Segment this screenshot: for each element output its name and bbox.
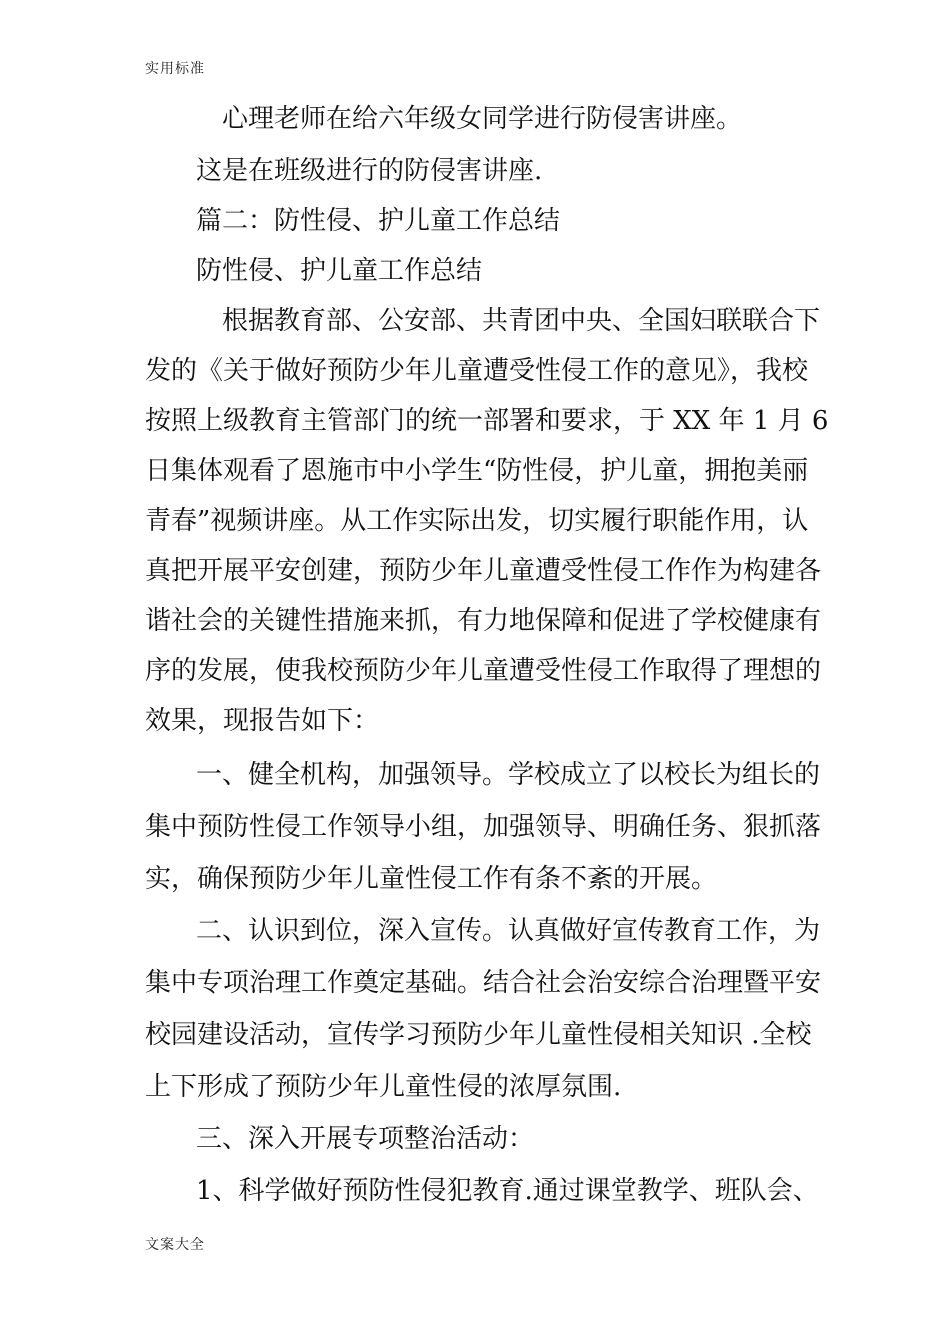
paragraph-line: 效果，现报告如下： [145, 706, 380, 736]
paragraph-line: 1、科学做好预防性侵犯教育.通过课堂教学、班队会、 [196, 1176, 819, 1206]
paragraph-line: 集中预防性侵工作领导小组，加强领导、明确任务、狠抓落 [145, 812, 822, 842]
paragraph-line: 根据教育部、公安部、共青团中央、全国妇联联合下 [222, 306, 821, 336]
paragraph-line: 二、认识到位，深入宣传。认真做好宣传教育工作，为 [196, 916, 821, 946]
paragraph-line: 校园建设活动，宣传学习预防少年儿童性侵相关知识 .全校 [145, 1020, 812, 1050]
section-heading: 三、深入开展专项整治活动： [196, 1124, 535, 1154]
paragraph-line: 发的《关于做好预防少年儿童遭受性侵工作的意见》，我校 [145, 356, 809, 386]
paragraph-line: 这是在班级进行的防侵害讲座. [196, 156, 543, 186]
section-heading: 篇二：防性侵、护儿童工作总结 [196, 206, 561, 236]
section-title: 防性侵、护儿童工作总结 [196, 256, 483, 286]
page-header: 实用标准 [145, 61, 205, 77]
paragraph-line: 上下形成了预防少年儿童性侵的浓厚氛围. [145, 1072, 622, 1102]
paragraph-line: 真把开展平安创建，预防少年儿童遭受性侵工作作为构建各 [145, 556, 822, 586]
paragraph-line: 一、健全机构，加强领导。学校成立了以校长为组长的 [196, 760, 821, 790]
paragraph-line: 谐社会的关键性措施来抓，有力地保障和促进了学校健康有 [145, 606, 822, 636]
paragraph-line: 集中专项治理工作奠定基础。结合社会治安综合治理暨平安 [145, 968, 822, 998]
paragraph-line: 实，确保预防少年儿童性侵工作有条不紊的开展。 [145, 864, 718, 894]
paragraph-line: 按照上级教育主管部门的统一部署和要求，于 XX 年 1 月 6 [145, 406, 829, 436]
paragraph-line: 序的发展，使我校预防少年儿童遭受性侵工作取得了理想的 [145, 656, 822, 686]
paragraph-line: 日集体观看了恩施市中小学生“防性侵，护儿童，拥抱美丽 [145, 456, 809, 486]
paragraph-line: 心理老师在给六年级女同学进行防侵害讲座。 [222, 104, 743, 134]
page-footer: 文案大全 [145, 1237, 205, 1253]
paragraph-line: 青春”视频讲座。从工作实际出发，切实履行职能作用，认 [145, 506, 809, 536]
